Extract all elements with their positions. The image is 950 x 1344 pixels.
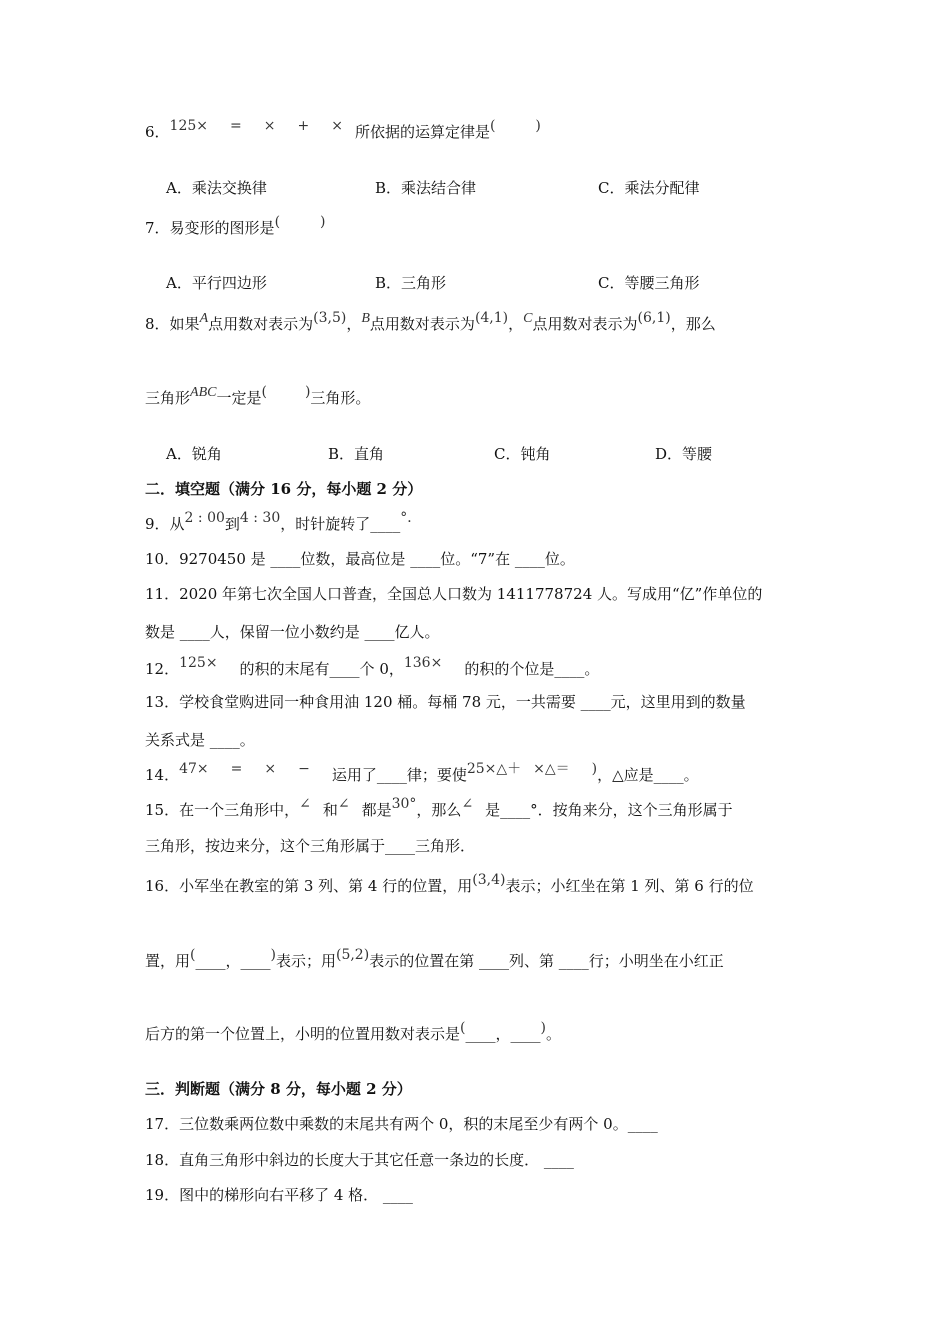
angle-symbol: ∠ — [337, 796, 350, 812]
question-18: 18．直角三角形中斜边的长度大于其它任意一条边的长度． ____ — [145, 1151, 574, 1169]
option-c[interactable]: C．钝角 — [494, 445, 551, 463]
question-text: 三角形 — [145, 389, 191, 407]
question-text: ，那么 — [416, 801, 462, 819]
section-2-heading: 二．填空题（满分 16 分，每小题 2 分） — [145, 480, 423, 498]
answer-blank[interactable]: ____，____ — [195, 952, 271, 970]
point-label-c: C — [523, 311, 533, 326]
question-text: 易变形的图形是 — [169, 219, 275, 237]
question-text: 点用数对表示为 — [208, 315, 314, 333]
answer-paren-open: ( — [274, 214, 281, 230]
question-number: 6． — [145, 123, 170, 141]
option-b[interactable]: B．乘法结合律 — [375, 179, 477, 197]
coordinate-pair: (3,5) — [313, 310, 347, 326]
option-b[interactable]: B．三角形 — [375, 274, 447, 292]
question-number: 12． — [145, 660, 180, 678]
question-text: 和 — [322, 801, 338, 819]
math-symbol: − — [298, 761, 310, 777]
question-13-continued: 关系式是 ____。 — [145, 731, 255, 749]
question-number: 14． — [145, 766, 180, 784]
coordinate-pair: (4,1) — [474, 310, 509, 326]
option-a[interactable]: A．锐角 — [166, 445, 222, 463]
question-9 — [145, 510, 422, 535]
question-number: 7． — [145, 219, 170, 237]
question-text: 16．小军坐在教室的第 3 列、第 4 行的位置，用 — [145, 877, 473, 895]
question-text: 点用数对表示为 — [532, 315, 638, 333]
question-text: 。 — [545, 1025, 561, 1043]
question-15 — [145, 796, 733, 821]
punctuation: ， — [508, 315, 524, 333]
time-value: 4 : 30 — [239, 510, 281, 526]
degree-symbol: °． — [400, 510, 422, 526]
triangle-label: ABC — [190, 385, 217, 400]
answer-paren-open: ( — [489, 118, 496, 134]
question-text: ，那么 — [670, 315, 716, 333]
angle-symbol: ∠ — [299, 796, 311, 812]
question-text: 的积的末尾有____个 0， — [239, 660, 404, 678]
question-text: 15．在一个三角形中， — [145, 801, 300, 819]
math-expression: 125× — [169, 118, 208, 134]
question-text: ，△应是____。 — [597, 766, 699, 784]
coordinate-pair: (3,4) — [472, 872, 506, 888]
answer-paren-close: ) — [535, 118, 541, 134]
question-13: 13．学校食堂购进同一种食用油 120 桶。每桶 78 元，一共需要 ____元，这里用到的数量 — [145, 693, 746, 711]
question-text: 9．从 — [145, 515, 185, 533]
option-a[interactable]: A．乘法交换律 — [166, 179, 267, 197]
question-15-continued: 三角形，按边来分，这个三角形属于____三角形． — [145, 837, 476, 855]
paren-close: ) — [540, 1020, 546, 1036]
question-text: 表示的位置在第 ____列、第 ____行；小明坐在小红正 — [369, 952, 724, 970]
math-symbol: × — [264, 761, 277, 777]
paren-open: ( — [190, 947, 196, 963]
question-text: 到 — [224, 515, 240, 533]
question-7 — [145, 214, 326, 239]
question-text: 的积的个位是____。 — [464, 660, 600, 678]
math-symbol: × — [331, 118, 343, 134]
option-a[interactable]: A．平行四边形 — [166, 274, 267, 292]
question-6 — [145, 118, 541, 143]
answer-paren-close: ) — [320, 214, 326, 230]
question-text: 后方的第一个位置上，小明的位置用数对表示是 — [145, 1025, 461, 1043]
paren-close: ) — [591, 761, 598, 777]
answer-blank[interactable]: ____ — [370, 515, 401, 533]
question-text: 都是 — [361, 801, 392, 819]
option-c[interactable]: C．等腰三角形 — [598, 274, 700, 292]
math-expression: 47× — [179, 761, 209, 777]
math-expression: 25×△＋ — [466, 761, 522, 777]
question-16 — [145, 872, 754, 897]
question-11: 11．2020 年第七次全国人口普查，全国总人口数为 1411778724 人。写成用“亿”作单位的 — [145, 585, 763, 603]
section-3-heading: 三．判断题（满分 8 分，每小题 2 分） — [145, 1080, 412, 1098]
question-19: 19．图中的梯形向右平移了 4 格． ____ — [145, 1186, 413, 1204]
question-10: 10．9270450 是 ____位数，最高位是 ____位。“7”在 ____位。 — [145, 550, 575, 568]
question-text: 所依据的运算定律是 — [354, 123, 490, 141]
question-8-continued — [145, 384, 371, 410]
question-8 — [145, 310, 716, 336]
question-text: 如果 — [169, 315, 200, 333]
coordinate-pair: (6,1) — [637, 310, 671, 326]
coordinate-pair: (5,2) — [335, 947, 370, 963]
question-text: ，时针旋转了 — [280, 515, 371, 533]
question-16-continued — [145, 947, 724, 972]
question-16-continued-2 — [145, 1020, 561, 1045]
paren-close: ) — [270, 947, 276, 963]
answer-paren-open: ( — [261, 384, 267, 400]
question-text: 是____°．按角来分，这个三角形属于 — [485, 801, 733, 819]
option-b[interactable]: B．直角 — [328, 445, 385, 463]
option-d[interactable]: D．等腰 — [655, 445, 713, 463]
time-value: 2 : 00 — [184, 510, 225, 526]
question-text: 运用了____律；要使 — [331, 766, 467, 784]
answer-paren-close: ) — [304, 384, 311, 400]
question-text: 表示；小红坐在第 1 列、第 6 行的位 — [505, 877, 754, 895]
math-expression: 125× — [179, 655, 218, 671]
question-12 — [145, 655, 600, 680]
angle-value: 30° — [391, 796, 417, 812]
math-symbol: = — [230, 761, 243, 777]
option-c[interactable]: C．乘法分配律 — [598, 179, 700, 197]
question-number: 8． — [145, 315, 170, 333]
angle-symbol: ∠ — [461, 796, 474, 812]
question-17: 17．三位数乘两位数中乘数的末尾共有两个 0，积的末尾至少有两个 0。____ — [145, 1115, 658, 1133]
math-expression: 136× — [403, 655, 443, 671]
point-label-b: B — [361, 311, 370, 326]
question-text: 表示；用 — [275, 952, 336, 970]
punctuation: ， — [346, 315, 362, 333]
math-symbol: × — [263, 118, 276, 134]
answer-blank[interactable]: ____，____ — [465, 1025, 541, 1043]
math-symbol: = — [230, 118, 242, 134]
question-text: 一定是 — [216, 389, 262, 407]
point-label-a: A — [199, 311, 209, 326]
question-11-continued: 数是 ____人，保留一位小数约是 ____亿人。 — [145, 623, 440, 641]
question-text: 置，用 — [145, 952, 191, 970]
question-text: 点用数对表示为 — [369, 315, 475, 333]
question-text: 三角形。 — [310, 389, 371, 407]
question-14 — [145, 761, 699, 786]
math-symbol: + — [297, 118, 310, 134]
paren-open: ( — [460, 1020, 466, 1036]
math-expression: ×△＝ — [533, 761, 570, 777]
